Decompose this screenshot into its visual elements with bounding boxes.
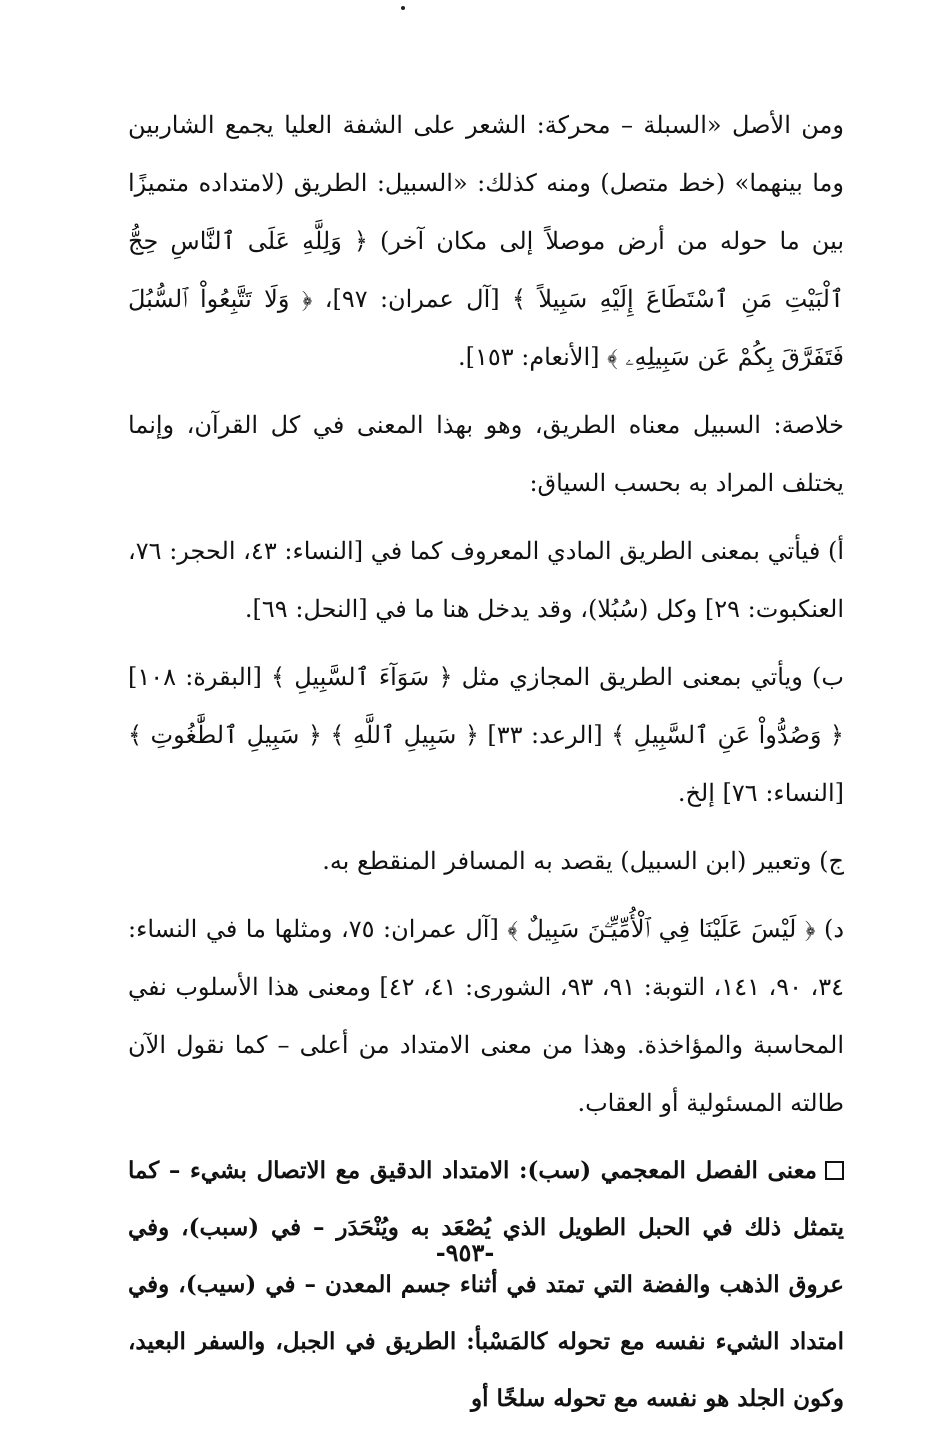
- paragraph-item-b: ب) ويأتي بمعنى الطريق المجازي مثل ﴿ سَوَآءَ ٱلسَّبِيلِ ﴾ [البقرة: ١٠٨] ﴿ وَصُدُّواْ عَنِ ٱلسَّبِيلِ ﴾ [الرعد: ٣٣] ﴿ سَبِيلِ ٱللَّهِ ﴾ ﴿ سَبِيلِ ٱلطَّٰغُوتِ ﴾ [النساء: ٧٦] إلخ.: [128, 663, 844, 807]
- paragraph-item-a: أ) فيأتي بمعنى الطريق المادي المعروف كما في [النساء: ٤٣، الحجر: ٧٦، العنكبوت: ٢٩] وكل (سُبُلا)، وقد يدخل هنا ما في [النحل: ٦٩].: [128, 537, 845, 623]
- square-bullet-icon: [825, 1161, 844, 1180]
- paragraph-summary: خلاصة: السبيل معناه الطريق، وهو بهذا المعنى في كل القرآن، وإنما يختلف المراد به بحسب السياق:: [128, 411, 844, 497]
- lexical-section: [128, 1142, 844, 1427]
- lexical-section-text: معنى الفصل المعجمي (سب): الامتداد الدقيق مع الاتصال بشيء – كما يتمثل ذلك في الحبل الطويل الذي يُصْعَد به ويُنْحَدَر – في (سبب)، وفي عروق الذهب والفضة التي تمتد في أثناء جسم المعدن – في (سيب)، وفي امتداد الشيء نفسه مع تحوله كالمَسْبأ: الطريق في الجبل، والسفر البعيد، وكون الجلد هو نفسه مع تحوله سلخًا أو: [128, 1157, 844, 1412]
- paragraph-item-c: ج) وتعبير (ابن السبيل) يقصد به المسافر المنقطع به.: [322, 847, 844, 875]
- page-number: -٩٥٣-: [435, 1238, 495, 1267]
- paragraph-origin: ومن الأصل «السبلة – محركة: الشعر على الشفة العليا يجمع الشاربين وما بينهما» (خط متصل) ومنه كذلك: «السبيل: الطريق (لامتداده متميزًا بين ما حوله من أرض موصلاً إلى مكان آخر) ﴿ وَلِلَّهِ عَلَى ٱلنَّاسِ حِجُّ ٱلْبَيْتِ مَنِ ٱسْتَطَاعَ إِلَيْهِ سَبِيلاً ﴾ [آل عمران: ٩٧]، ﴿ وَلَا تَتَّبِعُواْ ٱلسُّبُلَ فَتَفَرَّقَ بِكُمْ عَن سَبِيلِهِۦ ﴾ [الأنعام: ١٥٣].: [128, 111, 845, 371]
- top-mark: [401, 6, 405, 10]
- paragraph-item-d: د) ﴿ لَيْسَ عَلَيْنَا فِي ٱلْأُمِّيِّـۧنَ سَبِيلٌ ﴾ [آل عمران: ٧٥، ومثلها ما في النساء: ٣٤، ٩٠، ١٤١، التوبة: ٩١، ٩٣، الشورى: ٤١، ٤٢] ومعنى هذا الأسلوب نفي المحاسبة والمؤاخذة. وهذا من معنى الامتداد من أعلى – كما نقول الآن طالته المسئولية أو العقاب.: [128, 915, 845, 1117]
